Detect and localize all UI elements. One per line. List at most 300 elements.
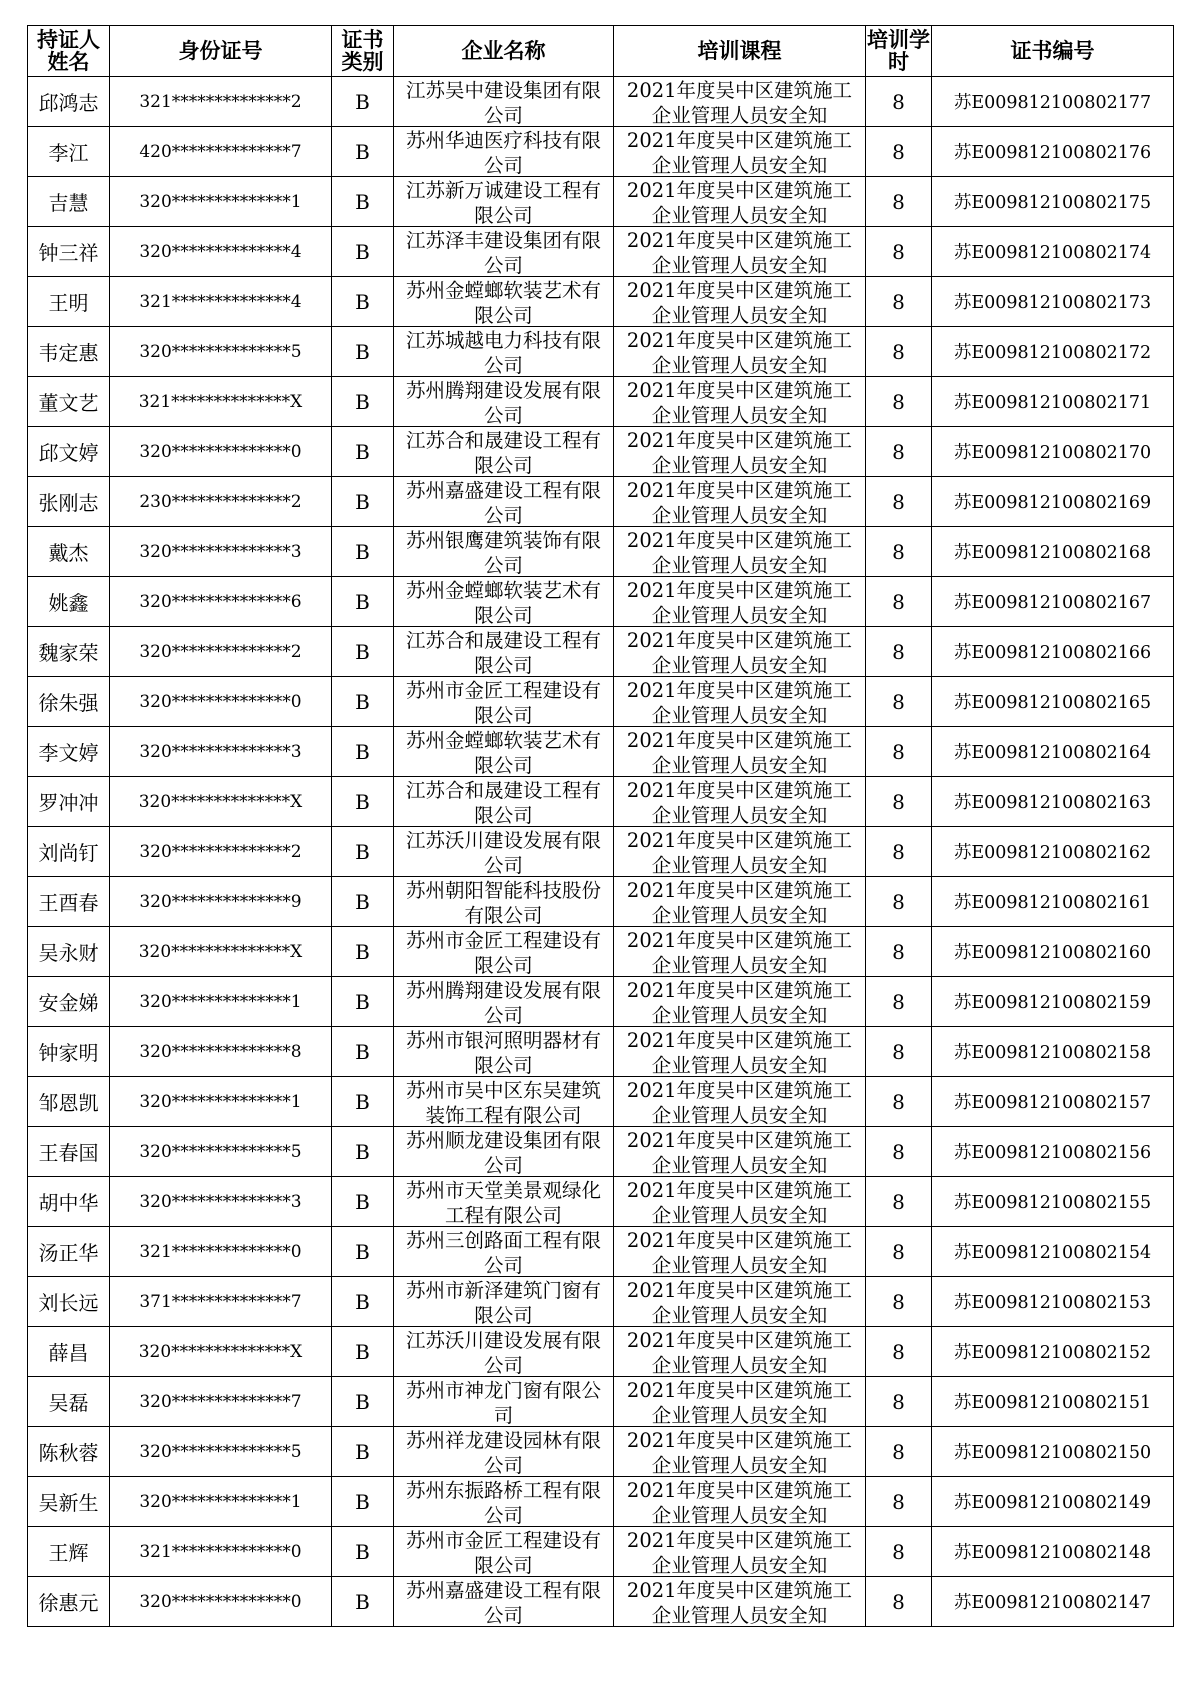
cell-hours: 8 bbox=[866, 127, 932, 177]
cell-id: 320**************2 bbox=[110, 827, 332, 877]
cell-name: 安金娣 bbox=[28, 977, 110, 1027]
cell-course: 2021年度吴中区建筑施工企业管理人员安全知 bbox=[626, 1329, 853, 1375]
cell-hours: 8 bbox=[866, 677, 932, 727]
cell-cert: 苏E009812100802166 bbox=[932, 627, 1174, 677]
cell-company-container bbox=[394, 1127, 614, 1177]
cell-type: B bbox=[332, 877, 394, 927]
cell-course: 2021年度吴中区建筑施工企业管理人员安全知 bbox=[626, 1379, 853, 1425]
cell-type: B bbox=[332, 1427, 394, 1477]
cell-cert: 苏E009812100802155 bbox=[932, 1177, 1174, 1227]
cell-id: 320**************X bbox=[110, 777, 332, 827]
cell-id: 320**************1 bbox=[110, 1077, 332, 1127]
cell-company-container bbox=[394, 1227, 614, 1277]
table-row bbox=[28, 1277, 1174, 1327]
cell-name: 胡中华 bbox=[28, 1177, 110, 1227]
cell-company: 苏州市新泽建筑门窗有限公司 bbox=[405, 1279, 601, 1325]
cell-id: 321**************2 bbox=[110, 77, 332, 127]
header-course: 培训课程 bbox=[614, 26, 866, 77]
cell-id: 320**************5 bbox=[110, 327, 332, 377]
cell-course: 2021年度吴中区建筑施工企业管理人员安全知 bbox=[626, 629, 853, 675]
cell-company-container bbox=[394, 1327, 614, 1377]
cell-type: B bbox=[332, 777, 394, 827]
cell-name: 邹恩凯 bbox=[28, 1077, 110, 1127]
cell-course: 2021年度吴中区建筑施工企业管理人员安全知 bbox=[626, 79, 853, 125]
cell-company: 苏州金螳螂软装艺术有限公司 bbox=[405, 579, 601, 625]
cell-name: 董文艺 bbox=[28, 377, 110, 427]
cell-name: 徐朱强 bbox=[28, 677, 110, 727]
cell-name: 王酉春 bbox=[28, 877, 110, 927]
cell-course: 2021年度吴中区建筑施工企业管理人员安全知 bbox=[626, 179, 853, 225]
cell-company-container bbox=[394, 1577, 614, 1627]
cell-type: B bbox=[332, 1577, 394, 1627]
cell-type: B bbox=[332, 527, 394, 577]
cell-course-container bbox=[614, 1327, 866, 1377]
cell-course: 2021年度吴中区建筑施工企业管理人员安全知 bbox=[626, 129, 853, 175]
cell-course: 2021年度吴中区建筑施工企业管理人员安全知 bbox=[626, 1479, 853, 1525]
cell-course: 2021年度吴中区建筑施工企业管理人员安全知 bbox=[626, 379, 853, 425]
cell-course: 2021年度吴中区建筑施工企业管理人员安全知 bbox=[626, 1129, 853, 1175]
cell-name: 刘长远 bbox=[28, 1277, 110, 1327]
cell-company-container bbox=[394, 1077, 614, 1127]
cell-cert: 苏E009812100802168 bbox=[932, 527, 1174, 577]
cell-hours: 8 bbox=[866, 527, 932, 577]
cell-company: 苏州腾翔建设发展有限公司 bbox=[405, 979, 601, 1025]
cell-cert: 苏E009812100802152 bbox=[932, 1327, 1174, 1377]
cell-cert: 苏E009812100802170 bbox=[932, 427, 1174, 477]
cell-company-container bbox=[394, 1277, 614, 1327]
cell-course: 2021年度吴中区建筑施工企业管理人员安全知 bbox=[626, 1229, 853, 1275]
cell-company: 苏州银鹰建筑装饰有限公司 bbox=[405, 529, 601, 575]
table-row bbox=[28, 577, 1174, 627]
cell-cert: 苏E009812100802157 bbox=[932, 1077, 1174, 1127]
cell-id: 320**************9 bbox=[110, 877, 332, 927]
cell-company: 江苏沃川建设发展有限公司 bbox=[405, 1329, 601, 1375]
cell-course-container bbox=[614, 577, 866, 627]
cell-type: B bbox=[332, 577, 394, 627]
cell-name: 徐惠元 bbox=[28, 1577, 110, 1627]
cell-company-container bbox=[394, 1527, 614, 1577]
cell-company-container bbox=[394, 177, 614, 227]
cell-company: 江苏吴中建设集团有限公司 bbox=[405, 79, 601, 125]
cell-course-container bbox=[614, 377, 866, 427]
table-row bbox=[28, 177, 1174, 227]
cell-hours: 8 bbox=[866, 77, 932, 127]
cell-course: 2021年度吴中区建筑施工企业管理人员安全知 bbox=[626, 479, 853, 525]
cell-type: B bbox=[332, 1027, 394, 1077]
cell-company: 苏州腾翔建设发展有限公司 bbox=[405, 379, 601, 425]
cell-course-container bbox=[614, 1227, 866, 1277]
table-row bbox=[28, 877, 1174, 927]
cell-name: 邱鸿志 bbox=[28, 77, 110, 127]
cell-company: 苏州三创路面工程有限公司 bbox=[405, 1229, 601, 1275]
cell-hours: 8 bbox=[866, 1577, 932, 1627]
cell-name: 王春国 bbox=[28, 1127, 110, 1177]
cell-type: B bbox=[332, 377, 394, 427]
cell-company-container bbox=[394, 77, 614, 127]
cell-company-container bbox=[394, 827, 614, 877]
cell-company-container bbox=[394, 977, 614, 1027]
table-row bbox=[28, 727, 1174, 777]
cell-hours: 8 bbox=[866, 1527, 932, 1577]
cell-course-container bbox=[614, 1077, 866, 1127]
header-row bbox=[28, 26, 1174, 77]
cell-company-container bbox=[394, 377, 614, 427]
cell-company-container bbox=[394, 1177, 614, 1227]
cell-id: 320**************0 bbox=[110, 677, 332, 727]
cell-id: 420**************7 bbox=[110, 127, 332, 177]
cell-course-container bbox=[614, 777, 866, 827]
cell-id: 320**************1 bbox=[110, 977, 332, 1027]
cell-course-container bbox=[614, 627, 866, 677]
cell-name: 吴永财 bbox=[28, 927, 110, 977]
cell-company-container bbox=[394, 927, 614, 977]
cell-id: 230**************2 bbox=[110, 477, 332, 527]
cell-hours: 8 bbox=[866, 227, 932, 277]
cell-cert: 苏E009812100802171 bbox=[932, 377, 1174, 427]
cell-name: 戴杰 bbox=[28, 527, 110, 577]
table-row bbox=[28, 327, 1174, 377]
cell-company: 苏州市天堂美景观绿化工程有限公司 bbox=[405, 1179, 601, 1225]
cell-course: 2021年度吴中区建筑施工企业管理人员安全知 bbox=[626, 1529, 853, 1575]
cell-type: B bbox=[332, 1377, 394, 1427]
cell-company: 苏州市金匠工程建设有限公司 bbox=[405, 1529, 601, 1575]
table-row bbox=[28, 1327, 1174, 1377]
cell-course: 2021年度吴中区建筑施工企业管理人员安全知 bbox=[626, 1179, 853, 1225]
cell-course: 2021年度吴中区建筑施工企业管理人员安全知 bbox=[626, 229, 853, 275]
cell-hours: 8 bbox=[866, 427, 932, 477]
cell-company: 苏州祥龙建设园林有限公司 bbox=[405, 1429, 601, 1475]
cell-hours: 8 bbox=[866, 327, 932, 377]
cell-type: B bbox=[332, 1277, 394, 1327]
cell-hours: 8 bbox=[866, 377, 932, 427]
cell-type: B bbox=[332, 727, 394, 777]
cell-company-container bbox=[394, 1027, 614, 1077]
certificate-table bbox=[27, 25, 1174, 1627]
cell-company-container bbox=[394, 427, 614, 477]
cell-course: 2021年度吴中区建筑施工企业管理人员安全知 bbox=[626, 929, 853, 975]
cell-id: 320**************2 bbox=[110, 627, 332, 677]
cell-id: 320**************5 bbox=[110, 1127, 332, 1177]
cell-id: 321**************X bbox=[110, 377, 332, 427]
table-row bbox=[28, 677, 1174, 727]
cell-type: B bbox=[332, 477, 394, 527]
cell-company: 苏州市金匠工程建设有限公司 bbox=[405, 929, 601, 975]
cell-id: 320**************X bbox=[110, 1327, 332, 1377]
cell-course-container bbox=[614, 1277, 866, 1327]
header-id: 身份证号 bbox=[110, 26, 332, 77]
cell-name: 韦定惠 bbox=[28, 327, 110, 377]
cell-name: 王明 bbox=[28, 277, 110, 327]
cell-company-container bbox=[394, 477, 614, 527]
cell-course: 2021年度吴中区建筑施工企业管理人员安全知 bbox=[626, 879, 853, 925]
cell-cert: 苏E009812100802177 bbox=[932, 77, 1174, 127]
cell-type: B bbox=[332, 927, 394, 977]
table-row bbox=[28, 927, 1174, 977]
cell-cert: 苏E009812100802173 bbox=[932, 277, 1174, 327]
table-row bbox=[28, 377, 1174, 427]
table-row bbox=[28, 1527, 1174, 1577]
cell-company-container bbox=[394, 877, 614, 927]
cell-hours: 8 bbox=[866, 277, 932, 327]
header-type: 证书类别 bbox=[332, 26, 394, 77]
cell-course-container bbox=[614, 977, 866, 1027]
cell-cert: 苏E009812100802147 bbox=[932, 1577, 1174, 1627]
cell-course-container bbox=[614, 1577, 866, 1627]
cell-id: 321**************4 bbox=[110, 277, 332, 327]
cell-course: 2021年度吴中区建筑施工企业管理人员安全知 bbox=[626, 329, 853, 375]
cell-company: 江苏泽丰建设集团有限公司 bbox=[405, 229, 601, 275]
cell-name: 罗冲冲 bbox=[28, 777, 110, 827]
cell-course-container bbox=[614, 727, 866, 777]
cell-id: 320**************0 bbox=[110, 1577, 332, 1627]
cell-company: 江苏城越电力科技有限公司 bbox=[405, 329, 601, 375]
cell-type: B bbox=[332, 277, 394, 327]
cell-name: 邱文婷 bbox=[28, 427, 110, 477]
cell-type: B bbox=[332, 677, 394, 727]
cell-course-container bbox=[614, 927, 866, 977]
table-row bbox=[28, 527, 1174, 577]
cell-company: 江苏新万诚建设工程有限公司 bbox=[405, 179, 601, 225]
cell-course: 2021年度吴中区建筑施工企业管理人员安全知 bbox=[626, 1079, 853, 1125]
cell-company-container bbox=[394, 527, 614, 577]
cell-cert: 苏E009812100802149 bbox=[932, 1477, 1174, 1527]
cell-type: B bbox=[332, 1527, 394, 1577]
cell-id: 320**************0 bbox=[110, 427, 332, 477]
table-row bbox=[28, 1427, 1174, 1477]
table-row bbox=[28, 1027, 1174, 1077]
cell-course-container bbox=[614, 277, 866, 327]
cell-cert: 苏E009812100802151 bbox=[932, 1377, 1174, 1427]
cell-id: 320**************3 bbox=[110, 1177, 332, 1227]
cell-name: 钟三祥 bbox=[28, 227, 110, 277]
cell-company-container bbox=[394, 1477, 614, 1527]
cell-id: 320**************5 bbox=[110, 1427, 332, 1477]
cell-company-container bbox=[394, 227, 614, 277]
cell-cert: 苏E009812100802175 bbox=[932, 177, 1174, 227]
cell-course: 2021年度吴中区建筑施工企业管理人员安全知 bbox=[626, 1029, 853, 1075]
cell-course-container bbox=[614, 827, 866, 877]
cell-type: B bbox=[332, 1127, 394, 1177]
cell-course-container bbox=[614, 477, 866, 527]
header-hours: 培训学时 bbox=[866, 26, 932, 77]
cell-course-container bbox=[614, 1377, 866, 1427]
cell-id: 320**************X bbox=[110, 927, 332, 977]
cell-hours: 8 bbox=[866, 177, 932, 227]
table-row bbox=[28, 277, 1174, 327]
cell-hours: 8 bbox=[866, 1327, 932, 1377]
table-body bbox=[28, 77, 1174, 1627]
cell-type: B bbox=[332, 1227, 394, 1277]
cell-course-container bbox=[614, 1127, 866, 1177]
cell-hours: 8 bbox=[866, 877, 932, 927]
cell-course: 2021年度吴中区建筑施工企业管理人员安全知 bbox=[626, 1279, 853, 1325]
cell-cert: 苏E009812100802169 bbox=[932, 477, 1174, 527]
cell-course-container bbox=[614, 327, 866, 377]
cell-course-container bbox=[614, 427, 866, 477]
cell-course: 2021年度吴中区建筑施工企业管理人员安全知 bbox=[626, 829, 853, 875]
cell-course: 2021年度吴中区建筑施工企业管理人员安全知 bbox=[626, 679, 853, 725]
cell-company: 苏州市吴中区东吴建筑装饰工程有限公司 bbox=[405, 1079, 601, 1125]
certificate-table-sheet bbox=[27, 25, 1173, 1627]
cell-name: 刘尚钉 bbox=[28, 827, 110, 877]
cell-course: 2021年度吴中区建筑施工企业管理人员安全知 bbox=[626, 979, 853, 1025]
cell-hours: 8 bbox=[866, 477, 932, 527]
cell-type: B bbox=[332, 127, 394, 177]
cell-name: 薛昌 bbox=[28, 1327, 110, 1377]
cell-type: B bbox=[332, 1177, 394, 1227]
cell-course-container bbox=[614, 77, 866, 127]
cell-company: 苏州顺龙建设集团有限公司 bbox=[405, 1129, 601, 1175]
cell-hours: 8 bbox=[866, 1277, 932, 1327]
cell-name: 张刚志 bbox=[28, 477, 110, 527]
cell-company: 苏州金螳螂软装艺术有限公司 bbox=[405, 279, 601, 325]
table-row bbox=[28, 77, 1174, 127]
cell-course-container bbox=[614, 877, 866, 927]
cell-company-container bbox=[394, 1377, 614, 1427]
cell-cert: 苏E009812100802159 bbox=[932, 977, 1174, 1027]
cell-id: 321**************0 bbox=[110, 1227, 332, 1277]
cell-company-container bbox=[394, 127, 614, 177]
cell-cert: 苏E009812100802160 bbox=[932, 927, 1174, 977]
header-name: 持证人姓名 bbox=[28, 26, 110, 77]
cell-company: 苏州市金匠工程建设有限公司 bbox=[405, 679, 601, 725]
cell-course: 2021年度吴中区建筑施工企业管理人员安全知 bbox=[626, 579, 853, 625]
table-row bbox=[28, 1227, 1174, 1277]
cell-course-container bbox=[614, 177, 866, 227]
cell-course-container bbox=[614, 677, 866, 727]
cell-course-container bbox=[614, 1027, 866, 1077]
table-row bbox=[28, 1477, 1174, 1527]
cell-name: 陈秋蓉 bbox=[28, 1427, 110, 1477]
cell-id: 320**************6 bbox=[110, 577, 332, 627]
cell-id: 371**************7 bbox=[110, 1277, 332, 1327]
table-row bbox=[28, 777, 1174, 827]
cell-id: 321**************0 bbox=[110, 1527, 332, 1577]
cell-name: 汤正华 bbox=[28, 1227, 110, 1277]
cell-company-container bbox=[394, 577, 614, 627]
cell-course-container bbox=[614, 227, 866, 277]
table-row bbox=[28, 627, 1174, 677]
cell-type: B bbox=[332, 427, 394, 477]
cell-course-container bbox=[614, 127, 866, 177]
cell-hours: 8 bbox=[866, 1127, 932, 1177]
cell-cert: 苏E009812100802148 bbox=[932, 1527, 1174, 1577]
cell-course: 2021年度吴中区建筑施工企业管理人员安全知 bbox=[626, 429, 853, 475]
cell-cert: 苏E009812100802153 bbox=[932, 1277, 1174, 1327]
cell-id: 320**************1 bbox=[110, 177, 332, 227]
cell-cert: 苏E009812100802154 bbox=[932, 1227, 1174, 1277]
cell-company: 苏州华迪医疗科技有限公司 bbox=[405, 129, 601, 175]
cell-cert: 苏E009812100802161 bbox=[932, 877, 1174, 927]
cell-hours: 8 bbox=[866, 627, 932, 677]
cell-hours: 8 bbox=[866, 1427, 932, 1477]
cell-hours: 8 bbox=[866, 1177, 932, 1227]
cell-id: 320**************3 bbox=[110, 727, 332, 777]
cell-course-container bbox=[614, 527, 866, 577]
cell-cert: 苏E009812100802165 bbox=[932, 677, 1174, 727]
cell-company: 苏州朝阳智能科技股份有限公司 bbox=[405, 879, 601, 925]
cell-cert: 苏E009812100802174 bbox=[932, 227, 1174, 277]
cell-course: 2021年度吴中区建筑施工企业管理人员安全知 bbox=[626, 279, 853, 325]
cell-name: 吉慧 bbox=[28, 177, 110, 227]
cell-name: 魏家荣 bbox=[28, 627, 110, 677]
cell-company: 苏州嘉盛建设工程有限公司 bbox=[405, 479, 601, 525]
cell-company: 苏州金螳螂软装艺术有限公司 bbox=[405, 729, 601, 775]
cell-company: 江苏合和晟建设工程有限公司 bbox=[405, 429, 601, 475]
cell-course: 2021年度吴中区建筑施工企业管理人员安全知 bbox=[626, 1429, 853, 1475]
cell-cert: 苏E009812100802156 bbox=[932, 1127, 1174, 1177]
header-company: 企业名称 bbox=[394, 26, 614, 77]
table-row bbox=[28, 1127, 1174, 1177]
cell-company-container bbox=[394, 1427, 614, 1477]
cell-cert: 苏E009812100802176 bbox=[932, 127, 1174, 177]
cell-hours: 8 bbox=[866, 1377, 932, 1427]
table-row bbox=[28, 1177, 1174, 1227]
cell-company: 苏州市神龙门窗有限公司 bbox=[405, 1379, 601, 1425]
header-cert: 证书编号 bbox=[932, 26, 1174, 77]
cell-cert: 苏E009812100802150 bbox=[932, 1427, 1174, 1477]
cell-hours: 8 bbox=[866, 927, 932, 977]
cell-id: 320**************7 bbox=[110, 1377, 332, 1427]
cell-cert: 苏E009812100802163 bbox=[932, 777, 1174, 827]
cell-hours: 8 bbox=[866, 577, 932, 627]
cell-company-container bbox=[394, 627, 614, 677]
cell-type: B bbox=[332, 1077, 394, 1127]
cell-hours: 8 bbox=[866, 777, 932, 827]
cell-name: 吴新生 bbox=[28, 1477, 110, 1527]
cell-company: 苏州东振路桥工程有限公司 bbox=[405, 1479, 601, 1525]
cell-company-container bbox=[394, 727, 614, 777]
table-row bbox=[28, 127, 1174, 177]
cell-type: B bbox=[332, 1477, 394, 1527]
cell-course-container bbox=[614, 1177, 866, 1227]
cell-cert: 苏E009812100802162 bbox=[932, 827, 1174, 877]
cell-hours: 8 bbox=[866, 1027, 932, 1077]
table-row bbox=[28, 427, 1174, 477]
cell-course-container bbox=[614, 1527, 866, 1577]
cell-name: 李文婷 bbox=[28, 727, 110, 777]
cell-course: 2021年度吴中区建筑施工企业管理人员安全知 bbox=[626, 729, 853, 775]
cell-name: 王辉 bbox=[28, 1527, 110, 1577]
cell-company-container bbox=[394, 677, 614, 727]
cell-id: 320**************3 bbox=[110, 527, 332, 577]
cell-cert: 苏E009812100802167 bbox=[932, 577, 1174, 627]
cell-hours: 8 bbox=[866, 827, 932, 877]
cell-company: 苏州嘉盛建设工程有限公司 bbox=[405, 1579, 601, 1625]
table-row bbox=[28, 977, 1174, 1027]
cell-hours: 8 bbox=[866, 977, 932, 1027]
cell-id: 320**************8 bbox=[110, 1027, 332, 1077]
cell-type: B bbox=[332, 327, 394, 377]
cell-company-container bbox=[394, 327, 614, 377]
cell-course: 2021年度吴中区建筑施工企业管理人员安全知 bbox=[626, 529, 853, 575]
cell-id: 320**************1 bbox=[110, 1477, 332, 1527]
table-row bbox=[28, 1577, 1174, 1627]
cell-type: B bbox=[332, 627, 394, 677]
cell-name: 姚鑫 bbox=[28, 577, 110, 627]
cell-company-container bbox=[394, 777, 614, 827]
cell-company: 江苏合和晟建设工程有限公司 bbox=[405, 779, 601, 825]
cell-type: B bbox=[332, 227, 394, 277]
cell-hours: 8 bbox=[866, 1227, 932, 1277]
cell-type: B bbox=[332, 1327, 394, 1377]
table-row bbox=[28, 477, 1174, 527]
cell-cert: 苏E009812100802164 bbox=[932, 727, 1174, 777]
cell-hours: 8 bbox=[866, 727, 932, 777]
cell-company: 江苏沃川建设发展有限公司 bbox=[405, 829, 601, 875]
cell-company-container bbox=[394, 277, 614, 327]
cell-cert: 苏E009812100802158 bbox=[932, 1027, 1174, 1077]
